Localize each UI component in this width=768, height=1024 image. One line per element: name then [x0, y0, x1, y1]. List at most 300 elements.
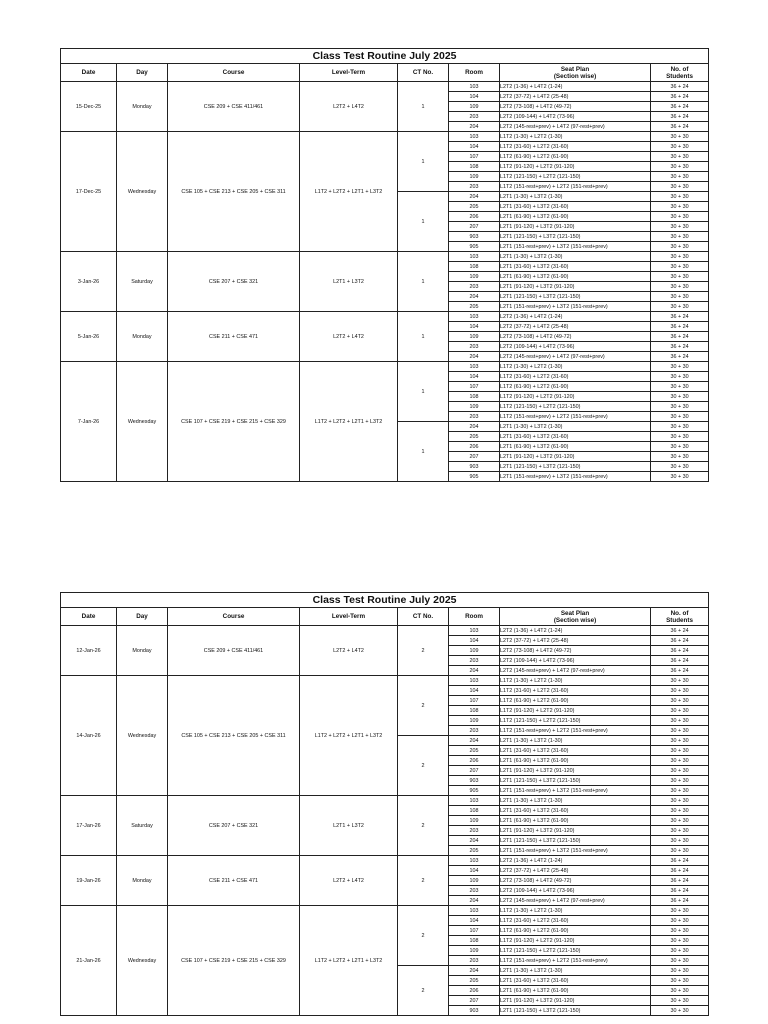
seat-plan: L2T2 (1-36) + L4T2 (1-24): [500, 626, 651, 636]
exam-course: CSE 211 + CSE 471: [168, 856, 300, 906]
room-number: 205: [449, 976, 500, 986]
room-number: 107: [449, 382, 500, 392]
student-count: 36 + 24: [651, 82, 709, 92]
exam-level-term: L1T2 + L2T2 + L2T1 + L3T2: [300, 906, 398, 1016]
students-header-line2: Students: [666, 72, 693, 80]
student-count: 30 + 30: [651, 142, 709, 152]
table-row: [61, 82, 709, 92]
routine-table: [60, 48, 709, 482]
seat-plan: L2T1 (91-120) + L3T2 (91-120): [500, 452, 651, 462]
seat-plan: L2T1 (151-rest+prev) + L3T2 (151-rest+prev): [500, 472, 651, 482]
seat-plan: L1T2 (151-rest+prev) + L2T2 (151-rest+prev): [500, 726, 651, 736]
seat-plan: L2T2 (109-144) + L4T2 (73-96): [500, 656, 651, 666]
ct-number: 1: [398, 82, 449, 132]
seat-plan: L2T1 (31-60) + L3T2 (31-60): [500, 976, 651, 986]
student-count: 30 + 30: [651, 412, 709, 422]
student-count: 36 + 24: [651, 112, 709, 122]
seat-plan: L2T1 (151-rest+prev) + L3T2 (151-rest+prev): [500, 242, 651, 252]
student-count: 30 + 30: [651, 452, 709, 462]
room-number: 104: [449, 636, 500, 646]
student-count: 30 + 30: [651, 212, 709, 222]
room-number: 203: [449, 726, 500, 736]
table-row: [61, 362, 709, 372]
room-number: 109: [449, 332, 500, 342]
seat-plan: L1T2 (121-150) + L2T2 (121-150): [500, 172, 651, 182]
seat-plan: L1T2 (61-90) + L2T2 (61-90): [500, 696, 651, 706]
seat-plan: L2T1 (61-90) + L3T2 (61-90): [500, 986, 651, 996]
seat-plan: L1T2 (151-rest+prev) + L2T2 (151-rest+prev): [500, 412, 651, 422]
table-row: [61, 856, 709, 866]
room-number: 205: [449, 302, 500, 312]
student-count: 30 + 30: [651, 362, 709, 372]
room-number: 109: [449, 716, 500, 726]
room-header: Room: [449, 608, 500, 626]
exam-date: 12-Jan-26: [61, 626, 117, 676]
seat-plan: L2T2 (37-72) + L4T2 (25-48): [500, 636, 651, 646]
students-header: [651, 64, 709, 82]
seat-plan: L2T1 (61-90) + L3T2 (61-90): [500, 212, 651, 222]
room-number: 103: [449, 626, 500, 636]
room-number: 205: [449, 432, 500, 442]
table-row: [61, 906, 709, 916]
seat-plan: L2T1 (91-120) + L3T2 (91-120): [500, 282, 651, 292]
table-row: [61, 626, 709, 636]
student-count: 36 + 24: [651, 656, 709, 666]
seat-plan: L2T1 (1-30) + L3T2 (1-30): [500, 966, 651, 976]
seat-plan: L2T1 (61-90) + L3T2 (61-90): [500, 816, 651, 826]
header-row: [61, 608, 709, 626]
students-header-line1: No. of: [670, 609, 689, 617]
room-number: 207: [449, 996, 500, 1006]
room-number: 204: [449, 192, 500, 202]
student-count: 30 + 30: [651, 776, 709, 786]
students-header-line2: Students: [666, 616, 693, 624]
student-count: 36 + 24: [651, 866, 709, 876]
seat-plan: L1T2 (91-120) + L2T2 (91-120): [500, 162, 651, 172]
level-term-header: Level-Term: [300, 64, 398, 82]
exam-course: CSE 105 + CSE 213 + CSE 205 + CSE 311: [168, 676, 300, 796]
seat-plan: L2T2 (73-108) + L4T2 (49-72): [500, 102, 651, 112]
seat-plan: L1T2 (31-60) + L2T2 (31-60): [500, 686, 651, 696]
seat-plan: L2T2 (37-72) + L4T2 (25-48): [500, 322, 651, 332]
room-number: 108: [449, 936, 500, 946]
exam-course: CSE 209 + CSE 411/461: [168, 82, 300, 132]
exam-level-term: L2T1 + L3T2: [300, 252, 398, 312]
exam-course: CSE 207 + CSE 321: [168, 796, 300, 856]
seat-plan: L1T2 (121-150) + L2T2 (121-150): [500, 946, 651, 956]
room-number: 204: [449, 966, 500, 976]
students-header: [651, 608, 709, 626]
exam-day: Monday: [117, 626, 168, 676]
exam-date: 5-Jan-26: [61, 312, 117, 362]
seat-plan: L1T2 (91-120) + L2T2 (91-120): [500, 706, 651, 716]
ct-number: 2: [398, 626, 449, 676]
level-term-header: Level-Term: [300, 608, 398, 626]
student-count: 30 + 30: [651, 182, 709, 192]
seat-plan: L1T2 (61-90) + L2T2 (61-90): [500, 152, 651, 162]
seat-plan: L2T1 (121-150) + L3T2 (121-150): [500, 776, 651, 786]
room-number: 206: [449, 212, 500, 222]
exam-level-term: L2T2 + L4T2: [300, 856, 398, 906]
exam-course: CSE 207 + CSE 321: [168, 252, 300, 312]
room-number: 203: [449, 282, 500, 292]
room-number: 203: [449, 826, 500, 836]
room-number: 109: [449, 816, 500, 826]
student-count: 30 + 30: [651, 986, 709, 996]
exam-level-term: L2T1 + L3T2: [300, 796, 398, 856]
room-number: 207: [449, 766, 500, 776]
student-count: 36 + 24: [651, 886, 709, 896]
room-number: 206: [449, 442, 500, 452]
student-count: 30 + 30: [651, 906, 709, 916]
room-number: 204: [449, 896, 500, 906]
seat-plan: L2T2 (145-rest+prev) + L4T2 (97-rest+prev): [500, 122, 651, 132]
room-number: 108: [449, 262, 500, 272]
student-count: 30 + 30: [651, 836, 709, 846]
exam-day: Saturday: [117, 252, 168, 312]
room-number: 107: [449, 152, 500, 162]
exam-date: 21-Jan-26: [61, 906, 117, 1016]
seat-plan: L1T2 (151-rest+prev) + L2T2 (151-rest+prev): [500, 956, 651, 966]
student-count: 30 + 30: [651, 442, 709, 452]
room-number: 104: [449, 92, 500, 102]
seat-plan: L2T2 (73-108) + L4T2 (49-72): [500, 646, 651, 656]
room-number: 204: [449, 422, 500, 432]
student-count: 30 + 30: [651, 472, 709, 482]
seat-plan: L2T1 (121-150) + L3T2 (121-150): [500, 232, 651, 242]
seat-plan: L2T1 (121-150) + L3T2 (121-150): [500, 1006, 651, 1016]
seat-plan: L1T2 (31-60) + L2T2 (31-60): [500, 916, 651, 926]
room-number: 204: [449, 122, 500, 132]
seat-plan: L2T1 (1-30) + L3T2 (1-30): [500, 192, 651, 202]
seat-plan-header-line2: (Section wise): [553, 616, 597, 624]
room-header: Room: [449, 64, 500, 82]
student-count: 36 + 24: [651, 322, 709, 332]
seat-plan: L2T1 (31-60) + L3T2 (31-60): [500, 202, 651, 212]
student-count: 36 + 24: [651, 896, 709, 906]
student-count: 36 + 24: [651, 342, 709, 352]
seat-plan: L2T2 (109-144) + L4T2 (73-96): [500, 342, 651, 352]
exam-day: Wednesday: [117, 132, 168, 252]
room-number: 905: [449, 786, 500, 796]
seat-plan: L2T1 (1-30) + L3T2 (1-30): [500, 736, 651, 746]
seat-plan: L1T2 (151-rest+prev) + L2T2 (151-rest+prev): [500, 182, 651, 192]
student-count: 30 + 30: [651, 152, 709, 162]
seat-plan: L2T1 (31-60) + L3T2 (31-60): [500, 432, 651, 442]
student-count: 30 + 30: [651, 826, 709, 836]
room-number: 108: [449, 806, 500, 816]
day-header: Day: [117, 608, 168, 626]
student-count: 30 + 30: [651, 766, 709, 776]
seat-plan: L1T2 (31-60) + L2T2 (31-60): [500, 142, 651, 152]
day-header: Day: [117, 64, 168, 82]
student-count: 30 + 30: [651, 222, 709, 232]
student-count: 30 + 30: [651, 746, 709, 756]
student-count: 30 + 30: [651, 192, 709, 202]
student-count: 30 + 30: [651, 382, 709, 392]
student-count: 30 + 30: [651, 422, 709, 432]
seat-plan: L2T1 (31-60) + L3T2 (31-60): [500, 746, 651, 756]
room-number: 204: [449, 736, 500, 746]
exam-day: Monday: [117, 82, 168, 132]
seat-plan-header-line1: Seat Plan: [560, 65, 590, 73]
student-count: 36 + 24: [651, 636, 709, 646]
seat-plan: L2T2 (37-72) + L4T2 (25-48): [500, 92, 651, 102]
room-number: 203: [449, 656, 500, 666]
room-number: 103: [449, 132, 500, 142]
routine-sheet-2: [60, 592, 708, 1016]
seat-plan-header-line2: (Section wise): [553, 72, 597, 80]
seat-plan: L2T1 (121-150) + L3T2 (121-150): [500, 292, 651, 302]
seat-plan: L2T2 (73-108) + L4T2 (49-72): [500, 332, 651, 342]
room-number: 103: [449, 362, 500, 372]
room-number: 104: [449, 866, 500, 876]
exam-course: CSE 105 + CSE 213 + CSE 205 + CSE 311: [168, 132, 300, 252]
room-number: 204: [449, 836, 500, 846]
student-count: 30 + 30: [651, 726, 709, 736]
room-number: 205: [449, 746, 500, 756]
exam-level-term: L1T2 + L2T2 + L2T1 + L3T2: [300, 676, 398, 796]
ct-number: 1: [398, 132, 449, 192]
student-count: 36 + 24: [651, 856, 709, 866]
seat-plan: L2T1 (31-60) + L3T2 (31-60): [500, 262, 651, 272]
room-number: 103: [449, 82, 500, 92]
seat-plan: L1T2 (121-150) + L2T2 (121-150): [500, 716, 651, 726]
exam-course: CSE 209 + CSE 411/461: [168, 626, 300, 676]
student-count: 30 + 30: [651, 202, 709, 212]
student-count: 30 + 30: [651, 736, 709, 746]
student-count: 30 + 30: [651, 716, 709, 726]
room-number: 109: [449, 646, 500, 656]
exam-date: 17-Jan-26: [61, 796, 117, 856]
student-count: 30 + 30: [651, 976, 709, 986]
ct-number: 1: [398, 312, 449, 362]
exam-day: Wednesday: [117, 362, 168, 482]
room-number: 905: [449, 242, 500, 252]
ct-number: 1: [398, 422, 449, 482]
exam-day: Monday: [117, 856, 168, 906]
student-count: 36 + 24: [651, 122, 709, 132]
seat-plan: L2T2 (145-rest+prev) + L4T2 (97-rest+prev): [500, 666, 651, 676]
ct-number: 2: [398, 906, 449, 966]
seat-plan: L2T1 (151-rest+prev) + L3T2 (151-rest+prev): [500, 302, 651, 312]
table-row: [61, 676, 709, 686]
student-count: 30 + 30: [651, 816, 709, 826]
seat-plan: L2T1 (121-150) + L3T2 (121-150): [500, 836, 651, 846]
student-count: 30 + 30: [651, 1006, 709, 1016]
exam-day: Wednesday: [117, 676, 168, 796]
seat-plan: L2T2 (73-108) + L4T2 (49-72): [500, 876, 651, 886]
student-count: 30 + 30: [651, 936, 709, 946]
room-number: 204: [449, 292, 500, 302]
ct-number: 2: [398, 796, 449, 856]
room-number: 103: [449, 312, 500, 322]
student-count: 30 + 30: [651, 706, 709, 716]
routine-title: Class Test Routine July 2025: [61, 593, 709, 608]
seat-plan: L2T1 (31-60) + L3T2 (31-60): [500, 806, 651, 816]
student-count: 30 + 30: [651, 462, 709, 472]
ct-number: 1: [398, 252, 449, 312]
exam-level-term: L2T2 + L4T2: [300, 626, 398, 676]
student-count: 30 + 30: [651, 232, 709, 242]
ct-number: 1: [398, 362, 449, 422]
seat-plan: L2T2 (37-72) + L4T2 (25-48): [500, 866, 651, 876]
seat-plan: L2T2 (1-36) + L4T2 (1-24): [500, 856, 651, 866]
room-number: 205: [449, 202, 500, 212]
seat-plan: L1T2 (121-150) + L2T2 (121-150): [500, 402, 651, 412]
seat-plan: L2T2 (1-36) + L4T2 (1-24): [500, 82, 651, 92]
seat-plan: L2T1 (61-90) + L3T2 (61-90): [500, 442, 651, 452]
room-number: 903: [449, 462, 500, 472]
student-count: 36 + 24: [651, 102, 709, 112]
room-number: 104: [449, 372, 500, 382]
room-number: 204: [449, 352, 500, 362]
student-count: 36 + 24: [651, 646, 709, 656]
seat-plan: L2T1 (151-rest+prev) + L3T2 (151-rest+prev): [500, 846, 651, 856]
ct-no-header: CT No.: [398, 64, 449, 82]
seat-plan: L2T1 (91-120) + L3T2 (91-120): [500, 826, 651, 836]
ct-number: 2: [398, 856, 449, 906]
seat-plan: L1T2 (1-30) + L2T2 (1-30): [500, 676, 651, 686]
student-count: 30 + 30: [651, 846, 709, 856]
table-row: [61, 252, 709, 262]
seat-plan-header-line1: Seat Plan: [560, 609, 590, 617]
student-count: 30 + 30: [651, 302, 709, 312]
seat-plan: L1T2 (61-90) + L2T2 (61-90): [500, 382, 651, 392]
room-number: 109: [449, 102, 500, 112]
seat-plan: L2T1 (1-30) + L3T2 (1-30): [500, 422, 651, 432]
room-number: 205: [449, 846, 500, 856]
room-number: 103: [449, 676, 500, 686]
seat-plan: L1T2 (91-120) + L2T2 (91-120): [500, 392, 651, 402]
student-count: 30 + 30: [651, 162, 709, 172]
room-number: 203: [449, 886, 500, 896]
room-number: 903: [449, 1006, 500, 1016]
room-number: 207: [449, 222, 500, 232]
room-number: 103: [449, 252, 500, 262]
routine-sheet-1: [60, 48, 708, 482]
exam-level-term: L1T2 + L2T2 + L2T1 + L3T2: [300, 362, 398, 482]
room-number: 206: [449, 986, 500, 996]
course-header: Course: [168, 608, 300, 626]
room-number: 104: [449, 322, 500, 332]
ct-no-header: CT No.: [398, 608, 449, 626]
exam-level-term: L2T2 + L4T2: [300, 312, 398, 362]
room-number: 207: [449, 452, 500, 462]
seat-plan: L2T1 (1-30) + L3T2 (1-30): [500, 796, 651, 806]
ct-number: 1: [398, 192, 449, 252]
room-number: 104: [449, 142, 500, 152]
seat-plan: L2T1 (91-120) + L3T2 (91-120): [500, 222, 651, 232]
student-count: 30 + 30: [651, 786, 709, 796]
room-number: 109: [449, 946, 500, 956]
room-number: 108: [449, 162, 500, 172]
room-number: 903: [449, 776, 500, 786]
date-header: Date: [61, 608, 117, 626]
seat-plan-header: [500, 64, 651, 82]
student-count: 30 + 30: [651, 806, 709, 816]
exam-day: Wednesday: [117, 906, 168, 1016]
exam-date: 7-Jan-26: [61, 362, 117, 482]
seat-plan: L2T2 (145-rest+prev) + L4T2 (97-rest+prev): [500, 352, 651, 362]
student-count: 36 + 24: [651, 332, 709, 342]
room-number: 107: [449, 926, 500, 936]
student-count: 30 + 30: [651, 686, 709, 696]
student-count: 30 + 30: [651, 262, 709, 272]
student-count: 36 + 24: [651, 666, 709, 676]
exam-date: 17-Dec-25: [61, 132, 117, 252]
exam-level-term: L1T2 + L2T2 + L2T1 + L3T2: [300, 132, 398, 252]
seat-plan: L1T2 (1-30) + L2T2 (1-30): [500, 906, 651, 916]
room-number: 203: [449, 182, 500, 192]
student-count: 36 + 24: [651, 626, 709, 636]
exam-date: 3-Jan-26: [61, 252, 117, 312]
student-count: 30 + 30: [651, 926, 709, 936]
exam-date: 19-Jan-26: [61, 856, 117, 906]
student-count: 30 + 30: [651, 282, 709, 292]
student-count: 36 + 24: [651, 352, 709, 362]
seat-plan: L2T1 (1-30) + L3T2 (1-30): [500, 252, 651, 262]
student-count: 30 + 30: [651, 252, 709, 262]
student-count: 30 + 30: [651, 966, 709, 976]
routine-table: [60, 592, 709, 1016]
room-number: 103: [449, 856, 500, 866]
room-number: 107: [449, 696, 500, 706]
exam-course: CSE 211 + CSE 471: [168, 312, 300, 362]
room-number: 103: [449, 796, 500, 806]
student-count: 30 + 30: [651, 392, 709, 402]
room-number: 203: [449, 412, 500, 422]
student-count: 30 + 30: [651, 946, 709, 956]
room-number: 109: [449, 172, 500, 182]
exam-day: Saturday: [117, 796, 168, 856]
student-count: 30 + 30: [651, 132, 709, 142]
student-count: 30 + 30: [651, 676, 709, 686]
room-number: 905: [449, 472, 500, 482]
student-count: 36 + 24: [651, 876, 709, 886]
seat-plan: L2T1 (61-90) + L3T2 (61-90): [500, 756, 651, 766]
student-count: 30 + 30: [651, 996, 709, 1006]
student-count: 30 + 30: [651, 172, 709, 182]
course-header: Course: [168, 64, 300, 82]
room-number: 203: [449, 956, 500, 966]
seat-plan: L2T1 (121-150) + L3T2 (121-150): [500, 462, 651, 472]
seat-plan-header: [500, 608, 651, 626]
students-header-line1: No. of: [670, 65, 689, 73]
routine-title: Class Test Routine July 2025: [61, 49, 709, 64]
room-number: 203: [449, 112, 500, 122]
student-count: 30 + 30: [651, 432, 709, 442]
exam-course: CSE 107 + CSE 219 + CSE 215 + CSE 329: [168, 906, 300, 1016]
seat-plan: L1T2 (61-90) + L2T2 (61-90): [500, 926, 651, 936]
seat-plan: L1T2 (1-30) + L2T2 (1-30): [500, 132, 651, 142]
student-count: 30 + 30: [651, 402, 709, 412]
student-count: 30 + 30: [651, 272, 709, 282]
ct-number: 2: [398, 966, 449, 1016]
student-count: 30 + 30: [651, 372, 709, 382]
seat-plan: L1T2 (1-30) + L2T2 (1-30): [500, 362, 651, 372]
seat-plan: L2T1 (61-90) + L3T2 (61-90): [500, 272, 651, 282]
student-count: 36 + 24: [651, 92, 709, 102]
student-count: 30 + 30: [651, 956, 709, 966]
ct-number: 2: [398, 676, 449, 736]
room-number: 104: [449, 686, 500, 696]
room-number: 109: [449, 876, 500, 886]
header-row: [61, 64, 709, 82]
student-count: 30 + 30: [651, 696, 709, 706]
seat-plan: L1T2 (31-60) + L2T2 (31-60): [500, 372, 651, 382]
table-row: [61, 796, 709, 806]
